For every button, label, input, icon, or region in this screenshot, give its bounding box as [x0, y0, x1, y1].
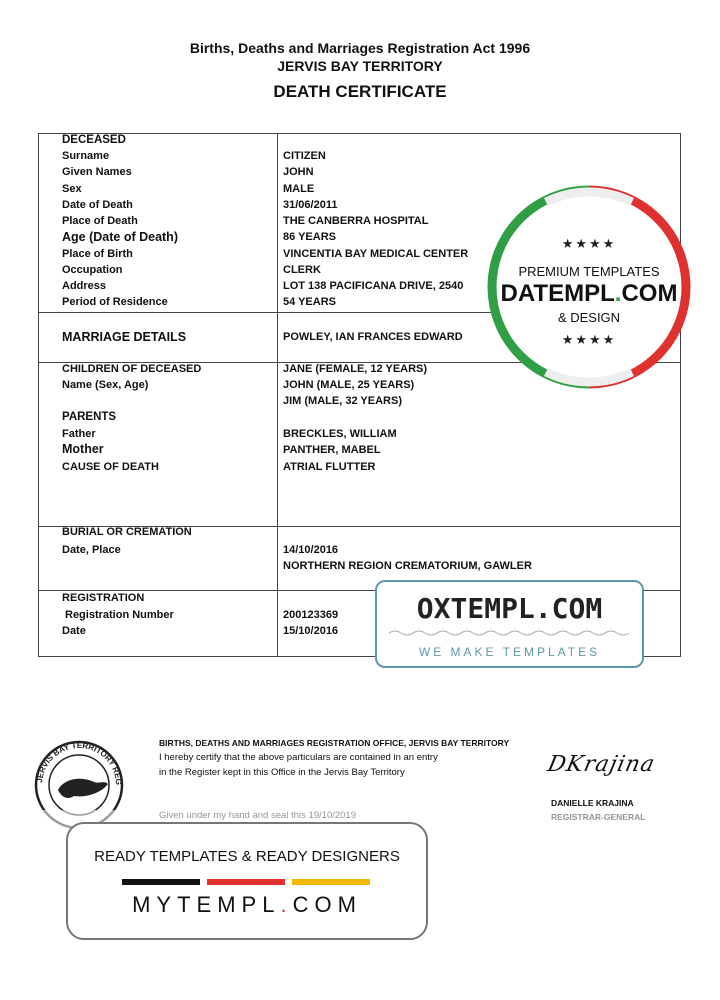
field-label: Surname	[62, 150, 110, 162]
registrar-signature: DKrajina	[545, 752, 658, 777]
burial-date: 14/10/2016	[283, 544, 339, 556]
child-value: JIM (MALE, 32 YEARS)	[283, 395, 402, 407]
field-value: JOHN	[283, 166, 314, 178]
field-value: VINCENTIA BAY MEDICAL CENTER	[283, 248, 469, 260]
field-label: Address	[62, 280, 107, 292]
marriage-value: POWLEY, IAN FRANCES EDWARD	[283, 331, 463, 343]
svg-text:JERVIS BAY TERRITORY REGISTRAR: JERVIS BAY TERRITORY REG	[35, 740, 124, 786]
cause-value: ATRIAL FLUTTER	[283, 461, 376, 473]
field-label: Date of Death	[62, 199, 133, 211]
field-label: Sex	[62, 183, 82, 195]
field-label: Place of Birth	[62, 248, 133, 260]
child-value: JANE (FEMALE, 12 YEARS)	[283, 363, 428, 375]
cause-heading: CAUSE OF DEATH	[62, 461, 159, 473]
deceased-heading: DECEASED	[62, 134, 126, 146]
field-label: Occupation	[62, 264, 123, 276]
burial-heading: BURIAL OR CREMATION	[62, 526, 192, 538]
oxtempl-watermark: OXTEMPL.COM WE MAKE TEMPLATES	[375, 580, 644, 668]
territory-title: JERVIS BAY TERRITORY	[277, 58, 443, 74]
field-value: 86 YEARS	[283, 231, 336, 243]
field-label: Given Names	[62, 166, 132, 178]
burial-label: Date, Place	[62, 544, 121, 556]
certify-line-2: in the Register kept in this Office in the Jervis Bay Territory	[159, 767, 405, 778]
children-label: Name (Sex, Age)	[62, 379, 149, 391]
mytempl-watermark: READY TEMPLATES & READY DESIGNERS MYTEMPL.COM	[66, 822, 428, 940]
field-label: Period of Residence	[62, 296, 168, 308]
act-title: Births, Deaths and Marriages Registration Act 1996	[189, 40, 531, 56]
certify-line-1: I hereby certify that the above particulars are contained in an entry	[159, 752, 438, 763]
registration-number: 200123369	[283, 609, 339, 621]
father-value: BRECKLES, WILLIAM	[283, 428, 397, 440]
registration-date: 15/10/2016	[283, 625, 339, 637]
field-value: 54 YEARS	[283, 296, 336, 308]
children-heading: CHILDREN OF DECEASED	[62, 363, 202, 375]
datempl-watermark: ★★★★ PREMIUM TEMPLATES DATEMPL.COM & DESIGN ★★★★	[486, 184, 692, 390]
field-label: Place of Death	[62, 215, 138, 227]
office-line: BIRTHS, DEATHS AND MARRIAGES REGISTRATION OFFICE, JERVIS BAY TERRITORY	[159, 738, 510, 748]
field-value: MALE	[283, 183, 315, 195]
field-value: CLERK	[283, 264, 321, 276]
field-value: CITIZEN	[283, 150, 326, 162]
registrar-name: DANIELLE KRAJINA	[551, 798, 634, 808]
child-value: JOHN (MALE, 25 YEARS)	[283, 379, 415, 391]
registration-heading: REGISTRATION	[62, 592, 145, 604]
registration-date-label: Date	[62, 625, 86, 637]
field-value: THE CANBERRA HOSPITAL	[283, 215, 429, 227]
registration-number-label: Registration Number	[65, 609, 174, 621]
document-title: DEATH CERTIFICATE	[273, 82, 447, 101]
marriage-heading: MARRIAGE DETAILS	[62, 330, 187, 344]
field-label: Age (Date of Death)	[62, 230, 178, 244]
parents-heading: PARENTS	[62, 411, 117, 423]
field-value: LOT 138 PACIFICANA DRIVE, 2540	[283, 280, 464, 292]
column-divider	[277, 134, 278, 656]
mother-value: PANTHER, MABEL	[283, 444, 381, 456]
father-label: Father	[62, 428, 96, 440]
mother-label: Mother	[62, 442, 104, 456]
field-value: 31/06/2011	[283, 199, 338, 211]
burial-place: NORTHERN REGION CREMATORIUM, GAWLER	[283, 560, 532, 572]
